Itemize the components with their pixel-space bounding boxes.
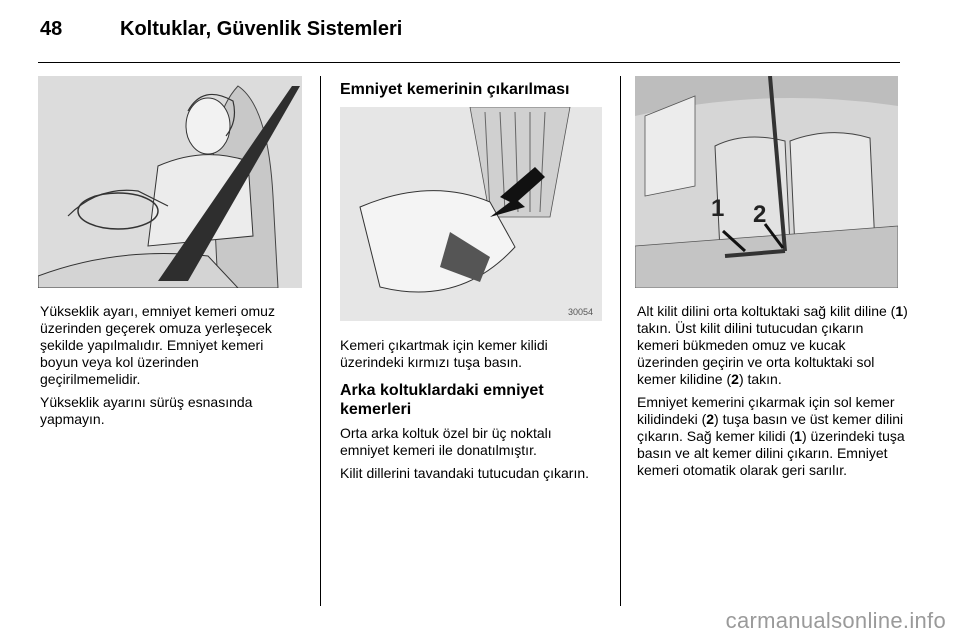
- column-2-text: [340, 337, 602, 488]
- paragraph: Kemeri çıkartmak için kemer kilidi üzerindeki kırmızı tuşa basın.: [340, 337, 548, 370]
- paragraph: [637, 394, 909, 479]
- rear-seat-drawing: [635, 76, 898, 288]
- header-rule: [38, 62, 900, 63]
- paragraph: [637, 303, 909, 388]
- text-run: Emniyet kemerini çıkarmak için sol kemer kilidindeki (: [637, 394, 895, 427]
- driver-seatbelt-illustration: [38, 76, 302, 288]
- ref-number: 2: [706, 411, 715, 427]
- text-run: ) üzerindeki tuşa basın ve alt kemer dilini çıkarın. Emniyet kemeri otomatik olarak geri sarılır.: [637, 428, 905, 478]
- text-run: ) takın. Üst kilit dilini tutucudan çıkarın kemeri bükmeden omuz ve kucak üzerinden geçirin ve orta koltuktaki sol kemer kilidine (: [637, 303, 908, 387]
- ref-number: 1: [895, 303, 904, 319]
- rear-seat-illustration: [635, 76, 898, 288]
- page-header: [0, 18, 960, 58]
- sub-heading-rear-belts: Arka koltuklardaki emniyet kemerleri: [340, 382, 544, 418]
- callout-2: 2: [753, 201, 767, 228]
- column-divider-1: [320, 76, 321, 606]
- paragraph: Orta arka koltuk özel bir üç noktalı emniyet kemeri ile donatılmıştır.: [340, 425, 552, 458]
- column-3-text: [637, 303, 909, 485]
- driver-seatbelt-drawing: [38, 76, 302, 288]
- figure-code: 30054: [568, 307, 594, 317]
- text-run: ) takın.: [738, 371, 782, 387]
- paragraph: Yükseklik ayarı, emniyet kemeri omuz üzerinden geçerek omuza yerleşecek şekilde yapılmalıdır. Emniyet kemeri boyun veya kol üzerinden geçirilmemelidir.: [40, 303, 275, 387]
- column-divider-2: [620, 76, 621, 606]
- buckle-release-drawing: [340, 107, 602, 321]
- page-title: Koltuklar, Güvenlik Sistemleri: [120, 18, 403, 40]
- buckle-release-illustration: [340, 107, 602, 321]
- paragraph: Yükseklik ayarını sürüş esnasında yapmayın.: [40, 394, 253, 427]
- watermark: carmanualsonline.info: [725, 608, 946, 633]
- callout-1: 1: [711, 195, 725, 222]
- column-1-text: [40, 303, 302, 434]
- section-heading-belt-removal: Emniyet kemerinin çıkarılması: [340, 81, 570, 98]
- text-run: Alt kilit dilini orta koltuktaki sağ kilit diline (: [637, 303, 896, 319]
- ref-number: 2: [731, 371, 739, 387]
- page-number: 48: [40, 18, 63, 40]
- ref-number: 1: [794, 428, 802, 444]
- text-run: ) tuşa basın ve üst kemer dilini çıkarın. Sağ kemer kilidi (: [637, 411, 904, 444]
- paragraph: Kilit dillerini tavandaki tutucudan çıkarın.: [340, 465, 590, 481]
